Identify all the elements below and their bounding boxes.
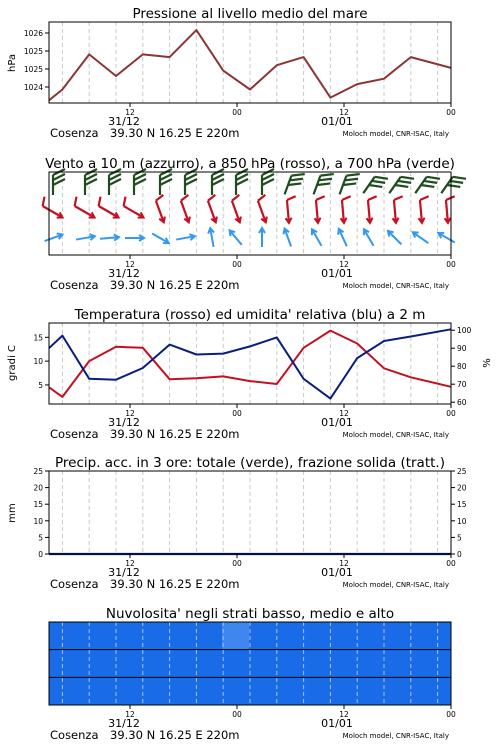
- x-tick-label: 12: [339, 409, 349, 418]
- panel-title: Temperatura (rosso) ed umidita' relativa (blu) a 2 m: [74, 307, 426, 323]
- x-tick-label: 12: [125, 108, 135, 117]
- x-tick-label: 12: [339, 710, 349, 719]
- date-label: 31/12: [108, 416, 140, 429]
- y-tick-label-right: 100: [457, 326, 472, 336]
- y-tick-label: 15: [33, 333, 43, 343]
- barb-850hpa: [417, 196, 431, 223]
- barb-850hpa: [339, 196, 353, 223]
- barb-feather: [316, 196, 325, 200]
- barb-700hpa: [134, 169, 146, 195]
- x-tick-label: 00: [446, 710, 456, 719]
- barb-850hpa: [120, 197, 149, 220]
- barb-10m: [125, 235, 144, 241]
- barb-10m: [411, 230, 430, 246]
- barb-850hpa: [313, 196, 327, 223]
- y-tick-label: 5: [38, 380, 43, 390]
- barb-feather: [96, 197, 103, 206]
- model-credit: Moloch model, CNR-ISAC, Italy: [342, 431, 449, 439]
- x-tick-label: 12: [125, 559, 135, 568]
- barb-10m: [76, 233, 96, 242]
- plot-frame: [49, 323, 451, 404]
- barb-feather: [368, 196, 377, 200]
- y-tick-label-right: 80: [457, 362, 467, 372]
- panel-1: [7, 6, 456, 140]
- barb-shaft: [389, 232, 402, 245]
- panel-title: Pressione al livello medio del mare: [132, 6, 368, 22]
- barb-shaft: [100, 237, 118, 239]
- barb-feather: [446, 196, 455, 200]
- barb-700hpa: [185, 169, 197, 195]
- barb-850hpa: [228, 195, 248, 224]
- panel-5: [49, 606, 456, 742]
- location-coords: 39.30 N 16.25 E 220m: [110, 126, 240, 140]
- y-axis-label: hPa: [7, 53, 18, 73]
- barb-700hpa: [262, 169, 274, 195]
- model-credit: Moloch model, CNR-ISAC, Italy: [342, 282, 449, 290]
- barb-700hpa: [160, 169, 172, 195]
- panel-title: Vento a 10 m (azzurro), a 850 hPa (rosso), a 700 hPa (verde): [45, 156, 455, 172]
- barb-700hpa: [285, 170, 305, 199]
- barb-shaft: [124, 206, 143, 217]
- panel-4: [7, 455, 467, 591]
- y-axis-label-right: %: [482, 358, 493, 368]
- y-tick-label: 1026: [23, 29, 43, 38]
- barb-feather: [231, 195, 240, 201]
- panel-title: Nuvolosita' negli strati basso, medio e alto: [105, 606, 395, 622]
- location-name: Cosenza: [50, 577, 99, 591]
- barb-shaft: [394, 200, 396, 222]
- x-tick-label: 00: [232, 710, 242, 719]
- barb-10m: [437, 230, 456, 245]
- barb-10m: [361, 228, 376, 247]
- location-coords: 39.30 N 16.25 E 220m: [110, 577, 240, 591]
- panel-title: Precip. acc. in 3 ore: totale (verde), frazione solida (tratt.): [55, 455, 445, 471]
- barb-shaft: [365, 230, 374, 246]
- y-tick-label: 5: [38, 533, 43, 543]
- x-tick-label: 00: [446, 409, 456, 418]
- x-tick-label: 12: [125, 710, 135, 719]
- location-name: Cosenza: [50, 278, 99, 292]
- barb-shaft: [75, 206, 94, 217]
- y-tick-label: 1025: [23, 47, 43, 56]
- barb-700hpa: [109, 169, 121, 195]
- y-tick-label-right: 70: [457, 380, 467, 390]
- barb-shaft: [420, 200, 422, 222]
- barb-10m: [227, 228, 244, 246]
- x-tick-label: 00: [232, 260, 242, 269]
- barb-feather: [207, 195, 216, 201]
- barb-10m: [44, 232, 64, 244]
- barb-850hpa: [204, 195, 224, 224]
- panel-3: [7, 307, 493, 441]
- date-label: 01/01: [321, 416, 353, 429]
- barb-feather: [287, 196, 296, 200]
- date-label: 01/01: [321, 115, 353, 128]
- location-coords: 39.30 N 16.25 E 220m: [110, 278, 240, 292]
- model-credit: Moloch model, CNR-ISAC, Italy: [342, 581, 449, 589]
- date-label: 01/01: [321, 267, 353, 280]
- y-tick-label: 1025: [23, 65, 43, 74]
- y-tick-label-right: 60: [457, 398, 467, 408]
- barb-shaft: [152, 234, 168, 243]
- barb-850hpa: [284, 196, 298, 223]
- plot-frame: [49, 22, 451, 103]
- barb-feather: [420, 196, 429, 200]
- barb-10m: [282, 228, 294, 248]
- date-label: 01/01: [321, 566, 353, 579]
- barb-shaft: [313, 230, 322, 246]
- y-tick-label: 0: [38, 550, 43, 559]
- y-tick-label-right: 15: [457, 500, 467, 510]
- barb-10m: [207, 228, 216, 248]
- barb-feather: [72, 197, 79, 206]
- y-tick-label: 15: [33, 500, 43, 510]
- barb-850hpa: [95, 197, 124, 220]
- x-tick-label: 00: [232, 559, 242, 568]
- barb-feather: [121, 197, 128, 206]
- barb-feather: [180, 195, 189, 201]
- barb-shaft: [342, 200, 344, 222]
- date-label: 01/01: [321, 717, 353, 730]
- y-tick-label: 10: [33, 357, 43, 367]
- barb-shaft: [287, 200, 289, 222]
- panel-2: [39, 156, 466, 292]
- x-tick-label: 00: [446, 559, 456, 568]
- y-tick-label-right: 20: [457, 483, 467, 493]
- x-tick-label: 00: [232, 409, 242, 418]
- model-credit: Moloch model, CNR-ISAC, Italy: [342, 732, 449, 740]
- barb-700hpa: [212, 169, 224, 195]
- y-tick-label-right: 0: [457, 550, 462, 559]
- barb-feather: [155, 195, 164, 201]
- barb-850hpa: [443, 196, 457, 223]
- barb-850hpa: [391, 196, 405, 223]
- location-name: Cosenza: [50, 728, 99, 742]
- y-tick-label-right: 10: [457, 516, 467, 526]
- barb-10m: [336, 228, 349, 248]
- barb-shaft: [99, 206, 118, 217]
- barb-10m: [151, 231, 170, 246]
- y-tick-label-right: 5: [457, 533, 462, 543]
- x-tick-label: 00: [446, 108, 456, 117]
- barb-850hpa: [177, 195, 197, 224]
- date-label: 31/12: [108, 566, 140, 579]
- location-coords: 39.30 N 16.25 E 220m: [110, 728, 240, 742]
- y-tick-label: 20: [33, 483, 43, 493]
- barb-700hpa: [236, 169, 248, 195]
- date-label: 31/12: [108, 267, 140, 280]
- cloud-cover-cell: [222, 622, 249, 649]
- barb-feather: [394, 196, 403, 200]
- barb-shaft: [43, 206, 62, 217]
- barb-10m: [259, 228, 265, 247]
- barb-shaft: [439, 234, 455, 243]
- date-label: 31/12: [108, 115, 140, 128]
- location-name: Cosenza: [50, 126, 99, 140]
- barb-shaft: [316, 200, 318, 222]
- x-tick-label: 12: [339, 559, 349, 568]
- y-axis-label: gradi C: [7, 345, 18, 381]
- x-tick-label: 12: [339, 108, 349, 117]
- barb-10m: [386, 229, 404, 247]
- barb-10m: [100, 234, 119, 242]
- y-tick-label-right: 90: [457, 344, 467, 354]
- x-tick-label: 00: [232, 108, 242, 117]
- y-axis-label: mm: [7, 503, 18, 523]
- y-tick-label-right: 25: [457, 467, 467, 476]
- x-tick-label: 12: [125, 260, 135, 269]
- barb-700hpa: [85, 169, 97, 195]
- x-tick-label: 00: [446, 260, 456, 269]
- barb-shaft: [368, 200, 370, 222]
- barb-700hpa: [53, 169, 65, 195]
- barb-shaft: [446, 200, 448, 222]
- date-label: 31/12: [108, 717, 140, 730]
- barb-feather: [342, 196, 351, 200]
- barb-850hpa: [71, 197, 100, 220]
- barb-850hpa: [254, 195, 274, 224]
- x-tick-label: 12: [339, 260, 349, 269]
- y-tick-label: 1024: [23, 83, 43, 92]
- barb-shaft: [230, 231, 242, 245]
- barb-feather: [257, 195, 266, 201]
- location-name: Cosenza: [50, 427, 99, 441]
- location-coords: 39.30 N 16.25 E 220m: [110, 427, 240, 441]
- model-credit: Moloch model, CNR-ISAC, Italy: [342, 130, 449, 138]
- y-tick-label: 10: [33, 516, 43, 526]
- barb-feather: [40, 197, 47, 206]
- barb-shaft: [414, 233, 429, 243]
- y-tick-label: 25: [33, 467, 43, 476]
- barb-10m: [176, 233, 196, 242]
- barb-850hpa: [365, 196, 379, 223]
- x-tick-label: 12: [125, 409, 135, 418]
- barb-10m: [309, 228, 324, 247]
